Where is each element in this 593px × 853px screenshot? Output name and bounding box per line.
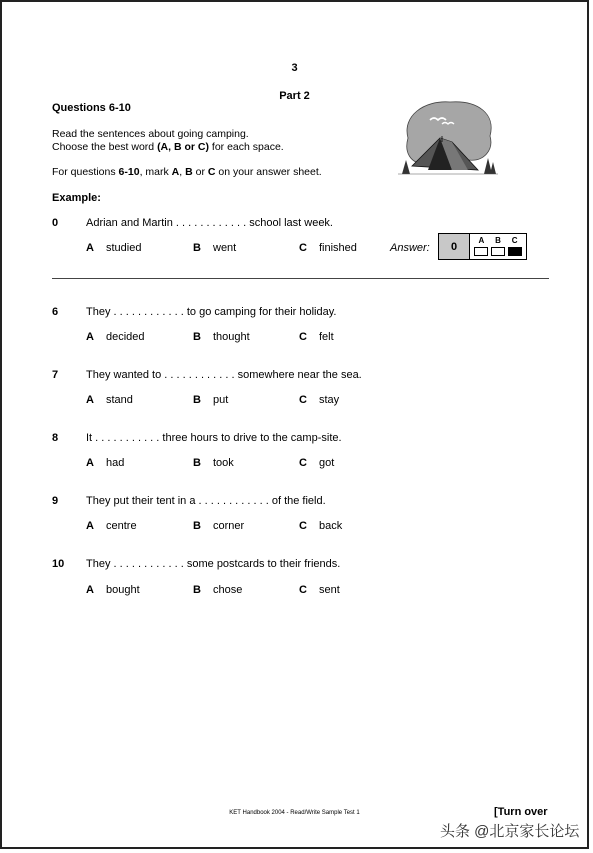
question-text: They . . . . . . . . . . . . some postcards to their friends. <box>86 558 341 570</box>
option-letter: C <box>299 520 307 532</box>
option-word: got <box>319 457 335 469</box>
question-text: They wanted to . . . . . . . . . . . . somewhere near the sea. <box>86 369 362 381</box>
instr-text: For questions <box>52 166 119 178</box>
part-title: Part 2 <box>279 90 310 102</box>
question-number: 9 <box>52 495 59 507</box>
answer-box <box>438 233 527 260</box>
option-a <box>86 457 124 469</box>
answer-choice-a <box>474 236 488 259</box>
example-text: Adrian and Martin . . . . . . . . . . . . school last week. <box>86 217 333 229</box>
instructions-line-3 <box>52 166 322 179</box>
example-option-a <box>86 242 141 254</box>
option-letter: B <box>193 394 201 406</box>
instr-bold: A <box>171 166 180 178</box>
instructions-line-1: Read the sentences about going camping. <box>52 128 249 140</box>
option-letter: B <box>193 584 201 596</box>
option-word: decided <box>106 331 145 343</box>
instructions-line-2 <box>52 141 284 154</box>
option-c <box>299 584 340 596</box>
section-divider <box>52 278 549 279</box>
instr-text: , mark <box>139 166 172 178</box>
option-letter: A <box>86 520 94 532</box>
instr-bold: (A, B or C) <box>157 141 209 153</box>
answer-number: 0 <box>439 234 470 259</box>
option-word: put <box>213 394 229 406</box>
option-word: centre <box>106 520 137 532</box>
instr-text: , <box>179 166 186 178</box>
option-letter: A <box>86 457 94 469</box>
option-word: felt <box>319 331 334 343</box>
footer-text: KET Handbook 2004 - Read/Write Sample Test 1 <box>229 810 360 816</box>
question-text: They put their tent in a . . . . . . . . . . . . of the field. <box>86 495 326 507</box>
option-letter: A <box>86 242 94 254</box>
option-c <box>299 394 339 406</box>
answer-letter: C <box>511 236 518 245</box>
answer-choices <box>470 234 526 259</box>
question-text: It . . . . . . . . . . . three hours to drive to the camp-site. <box>86 432 342 444</box>
questions-range: Questions 6-10 <box>52 102 131 114</box>
answer-letter: A <box>478 236 485 245</box>
option-c <box>299 520 342 532</box>
option-letter: C <box>299 394 307 406</box>
instr-text: on your answer sheet. <box>215 166 322 178</box>
question-number: 6 <box>52 306 59 318</box>
option-letter: C <box>299 584 307 596</box>
page-number: 3 <box>291 62 298 74</box>
option-a <box>86 331 145 343</box>
answer-choice-b <box>491 236 505 259</box>
answer-checkbox <box>474 247 488 256</box>
instr-bold: B <box>185 166 193 178</box>
option-word: sent <box>319 584 340 596</box>
answer-checkbox-filled <box>508 247 522 256</box>
option-letter: A <box>86 394 94 406</box>
option-word: stand <box>106 394 133 406</box>
option-c <box>299 457 334 469</box>
option-b <box>193 331 250 343</box>
option-word: thought <box>213 331 250 343</box>
option-a <box>86 584 140 596</box>
option-letter: C <box>299 457 307 469</box>
example-label: Example: <box>52 192 101 204</box>
option-word: studied <box>106 242 142 254</box>
option-word: back <box>319 520 343 532</box>
answer-choice-c <box>508 236 522 259</box>
option-word: chose <box>213 584 243 596</box>
option-word: stay <box>319 394 340 406</box>
option-word: went <box>213 242 237 254</box>
instr-text: for each space. <box>208 141 284 153</box>
option-a <box>86 394 133 406</box>
example-number: 0 <box>52 217 59 229</box>
option-letter: A <box>86 584 94 596</box>
option-letter: C <box>299 331 307 343</box>
option-letter: C <box>299 242 307 254</box>
example-option-b <box>193 242 236 254</box>
option-b <box>193 584 242 596</box>
tent-illustration-icon <box>398 98 498 180</box>
question-number: 10 <box>52 558 65 570</box>
option-word: finished <box>319 242 357 254</box>
turn-over: [Turn over <box>494 806 548 818</box>
instr-bold: C <box>207 166 216 178</box>
option-b <box>193 457 234 469</box>
option-letter: B <box>193 457 201 469</box>
option-word: had <box>106 457 125 469</box>
question-number: 7 <box>52 369 59 381</box>
option-word: corner <box>213 520 245 532</box>
option-word: took <box>213 457 234 469</box>
answer-label: Answer: <box>390 242 430 254</box>
option-letter: B <box>193 242 201 254</box>
instr-bold: 6-10 <box>118 166 140 178</box>
option-a <box>86 520 137 532</box>
instr-text: or <box>192 166 208 178</box>
option-b <box>193 520 244 532</box>
instr-text: Choose the best word <box>52 141 158 153</box>
question-text: They . . . . . . . . . . . . to go camping for their holiday. <box>86 306 337 318</box>
option-word: bought <box>106 584 140 596</box>
answer-checkbox <box>491 247 505 256</box>
answer-letter: B <box>495 236 501 245</box>
option-letter: B <box>193 520 201 532</box>
example-option-c <box>299 242 357 254</box>
option-letter: B <box>193 331 201 343</box>
option-c <box>299 331 334 343</box>
watermark: 头条 @北京家长论坛 <box>440 823 580 840</box>
option-letter: A <box>86 331 94 343</box>
question-number: 8 <box>52 432 59 444</box>
option-b <box>193 394 228 406</box>
